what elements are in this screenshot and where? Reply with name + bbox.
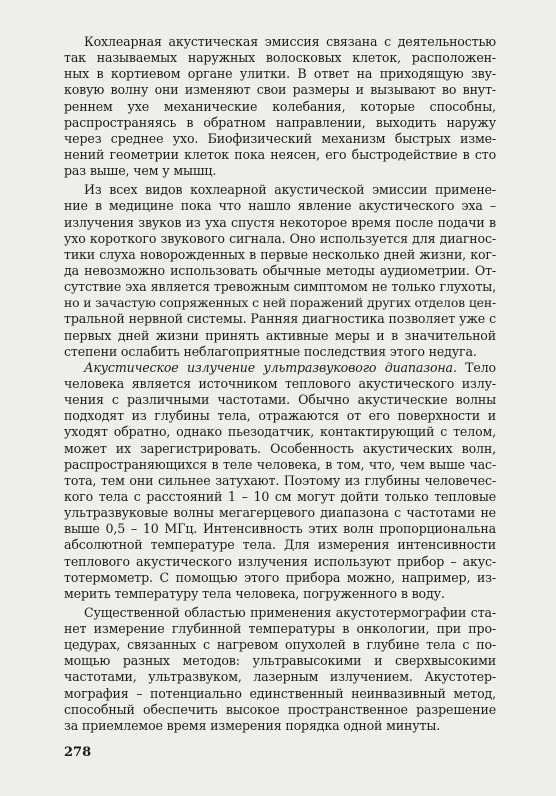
- heading-continuation: Тело: [456, 359, 496, 375]
- text-line: абсолютной температуре тела. Для измерения интенсивности: [64, 537, 496, 553]
- text-line: мерить температуру тела человека, погруженного в воду.: [64, 585, 445, 601]
- paragraph-cochlear-emission: [64, 34, 496, 179]
- text-line: через среднее ухо. Биофизический механизм быстрых изме-: [64, 130, 496, 146]
- text-line: тота, тем они сильнее затухают. Поэтому из глубины человечес-: [64, 472, 496, 488]
- text-line: ухо короткого звукового сигнала. Оно используется для диагнос-: [64, 230, 496, 246]
- text-line: человека является источником теплового акустического излу-: [64, 375, 496, 391]
- text-line: тральной нервной системы. Ранняя диагностика позволяет уже с: [64, 311, 496, 327]
- text-line: частотами, ультразвуком, лазерным излучением. Акустотер-: [64, 669, 496, 685]
- paragraph-acoustic-echo: [64, 182, 496, 360]
- text-line: степени ослабить неблагоприятные последствия этого недуга.: [64, 343, 477, 359]
- text-line: да невозможно использовать обычные методы аудиометрии. От-: [64, 262, 496, 278]
- text-line: первых дней жизни принять активные меры и в значительной: [64, 327, 496, 343]
- page-number: 278: [64, 745, 92, 760]
- text-line: Существенной областью применения акустотермографии ста-: [84, 604, 496, 620]
- text-line: [64, 360, 496, 376]
- text-line: но и зачастую сопряженных с ней поражений других отделов цен-: [64, 295, 496, 311]
- text-line: тотермометр. С помощью этого прибора можно, например, из-: [64, 569, 496, 585]
- text-line: Из всех видов кохлеарной акустической эмиссии примене-: [84, 182, 496, 198]
- italic-heading: Акустическое излучение ультразвукового диапазона.: [84, 359, 457, 375]
- text-line: ультразвуковые волны мегагерцевого диапазона с частотами не: [64, 505, 496, 521]
- text-line: выше 0,5 – 10 МГц. Интенсивность этих волн пропорциональна: [64, 521, 496, 537]
- text-line: мощью разных методов: ультравысокими и сверхвысокими: [64, 653, 496, 669]
- text-line: мография – потенциально единственный неинвазивный метод,: [64, 685, 496, 701]
- text-line: раз выше, чем у мышц.: [64, 163, 217, 179]
- page-body: [64, 34, 496, 734]
- text-line: Кохлеарная акустическая эмиссия связана с деятельностью: [84, 34, 496, 49]
- text-line: теплового акустического излучения используют прибор – акус-: [64, 553, 496, 569]
- text-line: может их зарегистрировать. Особенность акустических волн,: [64, 440, 496, 456]
- text-line: подходят из глубины тела, отражаются от его поверхности и: [64, 408, 496, 424]
- text-line: ковую волну они изменяют свои размеры и вызывают во внут-: [64, 82, 496, 98]
- text-line: за приемлемое время измерения порядка одной минуты.: [64, 717, 441, 733]
- text-line: нений геометрии клеток пока неясен, его быстродействие в сто: [64, 146, 496, 162]
- text-line: уходят обратно, однако пьезодатчик, контактирующий с телом,: [64, 424, 496, 440]
- text-line: ных в кортиевом органе улитки. В ответ на приходящую зву-: [64, 66, 496, 82]
- text-line: ние в медицине пока что нашло явление акустического эха –: [64, 198, 496, 214]
- text-line: распространяясь в обратном направлении, выходить наружу: [64, 114, 496, 130]
- text-line: кого тела с расстояний 1 – 10 см могут дойти только тепловые: [64, 488, 496, 504]
- text-line: тики слуха новорожденных в первые несколько дней жизни, ког-: [64, 246, 496, 262]
- text-line: способный обеспечить высокое пространственное разрешение: [64, 701, 496, 717]
- text-line: цедурах, связанных с нагревом опухолей в глубине тела с по-: [64, 637, 496, 653]
- text-line: распространяющихся в теле человека, в том, что, чем выше час-: [64, 456, 496, 472]
- text-line: нет измерение глубинной температуры в онкологии, при про-: [64, 621, 496, 637]
- text-line: реннем ухе механические колебания, которые способны,: [64, 98, 496, 114]
- text-line: так называемых наружных волосковых клеток, расположен-: [64, 50, 496, 66]
- paragraph-ultrasound-radiation: [64, 360, 496, 602]
- text-line: чения с различными частотами. Обычно акустические волны: [64, 392, 496, 408]
- paragraph-acoustothermography: [64, 605, 496, 734]
- text-line: излучения звуков из уха спустя некоторое время после подачи в: [64, 214, 496, 230]
- text-line: сутствие эха является тревожным симптомом не только глухоты,: [64, 279, 496, 295]
